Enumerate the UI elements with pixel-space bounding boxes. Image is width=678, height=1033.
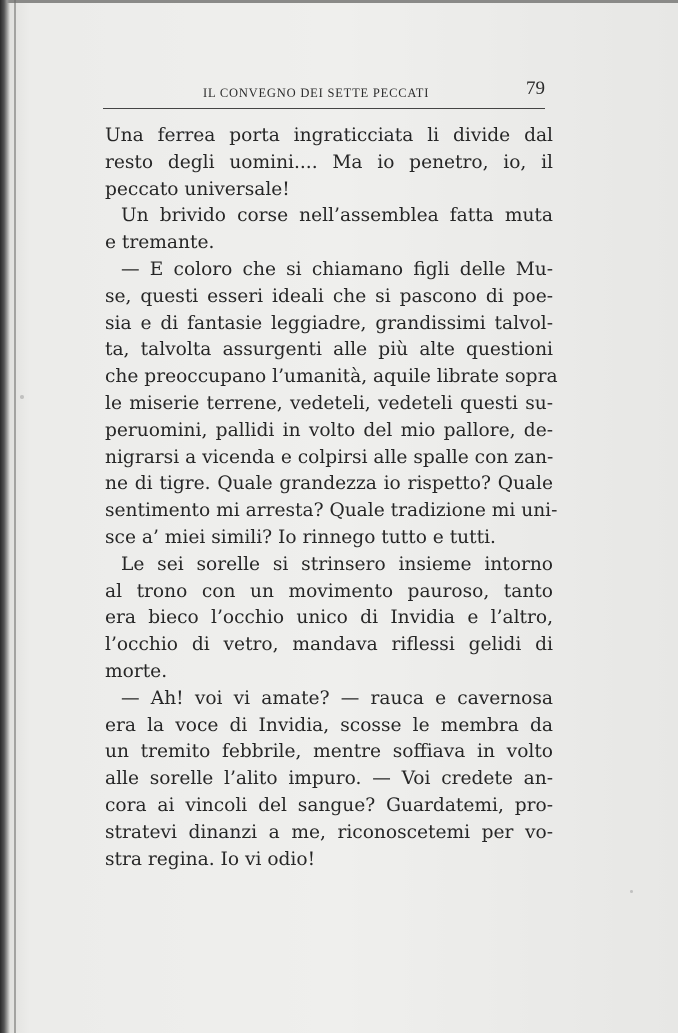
- text-line: ta, talvolta assurgenti alle più alte questioni: [105, 339, 553, 361]
- paper-speck: [630, 890, 633, 893]
- text-line: Le sei sorelle si strinsero insieme intorno: [121, 553, 553, 575]
- text-line: — Ah! voi vi amate? — rauca e cavernosa: [121, 687, 553, 709]
- paragraph: [105, 123, 553, 203]
- body-text: [105, 123, 558, 873]
- page-number: 79: [526, 78, 545, 99]
- text-line: un tremito febbrile, mentre soffiava in volto: [105, 741, 553, 763]
- paragraph: [105, 257, 558, 552]
- text-line: l’occhio di vetro, mandava riflessi gelidi di: [105, 634, 553, 656]
- book-gutter-line: [14, 0, 16, 1033]
- text-line: Una ferrea porta ingraticciata li divide dal: [105, 125, 553, 146]
- text-line: se, questi esseri ideali che si pascono di poe-: [105, 285, 553, 307]
- text-line: sce a’ miei simili? Io rinnego tutto e tutti.: [105, 526, 496, 548]
- text-line: le miserie terrene, vedeteli, vedeteli questi su-: [105, 392, 553, 414]
- text-line: sia e di fantasie leggiadre, grandissimi talvol-: [105, 312, 553, 334]
- text-line: che preoccupano l’umanità, aquile librate sopra: [105, 366, 558, 388]
- text-line: era la voce di Invidia, scosse le membra da: [105, 714, 553, 736]
- running-head: IL CONVEGNO DEI SETTE PECCATI: [203, 86, 430, 100]
- text-line: cora ai vincoli del sangue? Guardatemi, pro-: [105, 794, 553, 816]
- text-line: era bieco l’occhio unico di Invidia e l’altro,: [105, 607, 553, 629]
- text-line: e tremante.: [105, 232, 215, 254]
- text-line: nigrarsi a vicenda e colpirsi alle spalle con zan-: [105, 446, 554, 468]
- text-line: peruomini, pallidi in volto del mio pallore, de-: [105, 419, 553, 441]
- header-rule: [103, 108, 545, 109]
- paper-speck: [20, 395, 24, 399]
- text-line: morte.: [105, 660, 168, 682]
- text-line: stra regina. Io vi odio!: [105, 848, 316, 870]
- text-line: sentimento mi arresta? Quale tradizione mi uni-: [105, 500, 558, 522]
- paragraph: [105, 552, 553, 686]
- book-spine-shadow: [0, 0, 10, 1033]
- paragraph: [105, 203, 553, 257]
- text-line: stratevi dinanzi a me, riconoscetemi per vo-: [105, 821, 553, 843]
- paragraph: [105, 686, 553, 874]
- text-line: al trono con un movimento pauroso, tanto: [105, 580, 553, 602]
- page-top-edge: [0, 0, 678, 3]
- text-line: — E coloro che si chiamano figli delle Mu-: [121, 258, 553, 280]
- text-line: ne di tigre. Quale grandezza io rispetto? Quale: [105, 473, 553, 495]
- text-line: alle sorelle l’alito impuro. — Voi credete an-: [105, 768, 553, 790]
- text-line: peccato universale!: [105, 178, 290, 200]
- text-line: Un brivido corse nell’assemblea fatta muta: [121, 205, 553, 227]
- text-line: resto degli uomini.... Ma io penetro, io, il: [105, 151, 553, 173]
- page-header: [105, 78, 545, 108]
